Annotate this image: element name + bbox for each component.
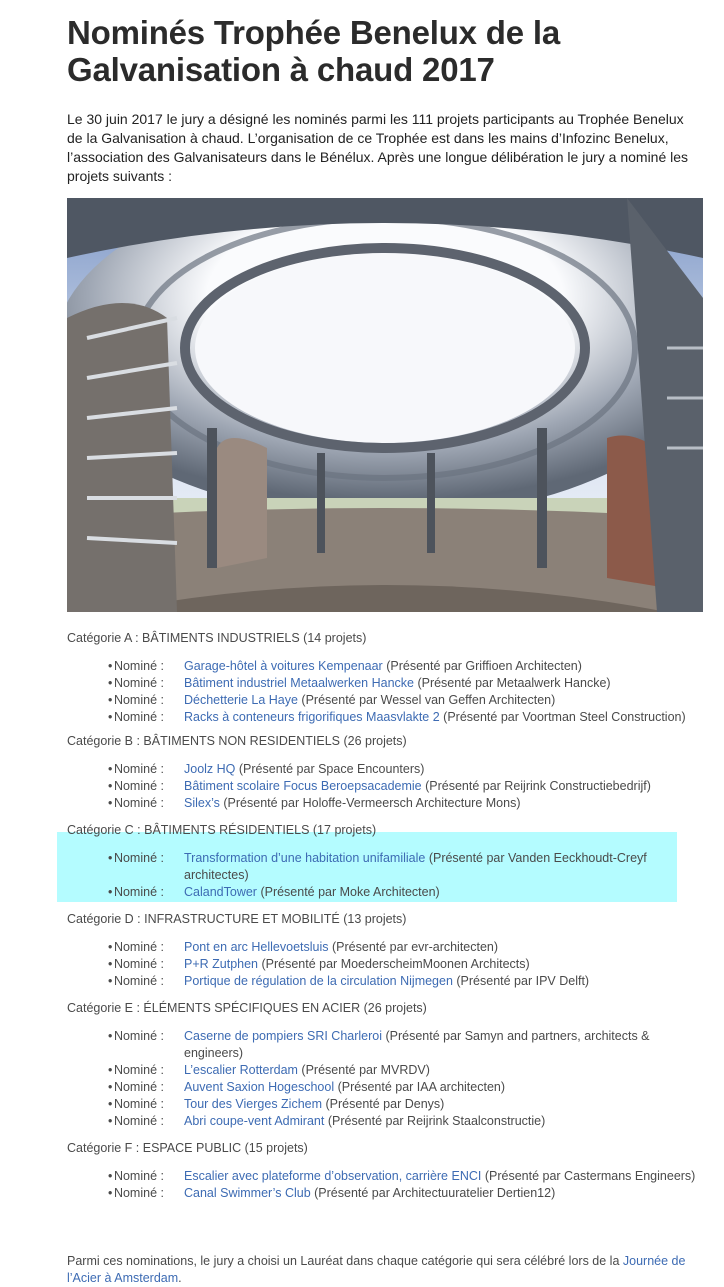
category-title: Catégorie A : BÂTIMENTS INDUSTRIELS (14 projets) xyxy=(67,631,367,645)
nominee-label: Nominé : xyxy=(113,974,164,988)
project-link[interactable]: Canal Swimmer’s Club xyxy=(184,1186,311,1200)
nominee-label: Nominé : xyxy=(113,710,164,724)
category-b xyxy=(67,733,707,812)
category-title: Catégorie D : INFRASTRUCTURE ET MOBILITÉ (13 projets) xyxy=(67,912,407,926)
project-link[interactable]: Pont en arc Hellevoetsluis xyxy=(184,940,329,954)
project-link[interactable]: Abri coupe-vent Admirant xyxy=(184,1114,325,1128)
list-item: • Nominé : Garage-hôtel à voitures Kempenaar (Présenté par Griffioen Architecten) xyxy=(108,659,582,673)
category-title: Catégorie E : ÉLÉMENTS SPÉCIFIQUES EN ACIER (26 projets) xyxy=(67,1001,427,1015)
presenter-text: (Présenté par Griffioen Architecten) xyxy=(382,659,582,673)
presenter-text: (Présenté par MVRDV) xyxy=(297,1063,430,1077)
list-item: • Nominé : Silex’s (Présenté par Holoffe-Vermeersch Architecture Mons) xyxy=(108,796,521,810)
project-link[interactable]: Bâtiment scolaire Focus Beroepsacademie xyxy=(184,779,422,793)
list-item: • Nominé : Joolz HQ (Présenté par Space Encounters) xyxy=(108,762,425,776)
closing-paragraph xyxy=(67,1253,707,1287)
article xyxy=(67,0,707,1285)
nominee-label: Nominé : xyxy=(113,796,164,810)
hero-photo-observation-tower xyxy=(67,198,703,612)
nominee-label: Nominé : xyxy=(113,1029,164,1043)
project-link[interactable]: P+R Zutphen xyxy=(184,957,259,971)
nominee-label: Nominé : xyxy=(113,885,164,899)
nominee-label: Nominé : xyxy=(113,1063,164,1077)
project-link[interactable]: Tour des Vierges Zichem xyxy=(184,1097,323,1111)
presenter-text: (Présenté par MoederscheimMoonen Architects) xyxy=(258,957,530,971)
list-item: • Nominé : Portique de régulation de la circulation Nijmegen (Présenté par IPV Delft) xyxy=(108,974,590,988)
closing-text: Parmi ces nominations, le jury a choisi un Lauréat dans chaque catégorie qui sera célébré lors de la xyxy=(67,1253,623,1268)
project-link[interactable]: L’escalier Rotterdam xyxy=(184,1063,298,1077)
presenter-text: (Présenté par Denys) xyxy=(322,1097,445,1111)
nominee-label: Nominé : xyxy=(113,957,164,971)
list-item: • Nominé : Pont en arc Hellevoetsluis (Présenté par evr-architecten) xyxy=(108,940,499,954)
list-item: • Nominé : Auvent Saxion Hogeschool (Présenté par IAA architecten) xyxy=(108,1080,506,1094)
nominee-label: Nominé : xyxy=(113,1097,164,1111)
presenter-text: (Présenté par Architectuuratelier Dertien12) xyxy=(310,1186,556,1200)
nominee-label: Nominé : xyxy=(113,659,164,673)
nominee-label: Nominé : xyxy=(113,693,164,707)
presenter-text: (Présenté par Holoffe-Vermeersch Architecture Mons) xyxy=(219,796,521,810)
nominee-label: Nominé : xyxy=(113,762,164,776)
project-link[interactable]: CalandTower xyxy=(184,885,257,899)
list-item: • Nominé : Transformation d’une habitation unifamiliale (Présenté par Vanden Eeckhoudt-Creyf architectes) xyxy=(108,851,647,882)
presenter-text: (Présenté par IPV Delft) xyxy=(452,974,590,988)
intro-paragraph: Le 30 juin 2017 le jury a désigné les nominés parmi les 111 projets participants au Trophée Benelux de la Galvanisation à chaud. L’organisation de ce Trophée est dans les mains d’Infozinc Benelux, l’association des Galvanisateurs dans le Bénélux. Après une longue délibération le jury a nominé les projets suivants : xyxy=(67,111,689,184)
project-link[interactable]: Portique de régulation de la circulation Nijmegen xyxy=(184,974,453,988)
list-item: • Nominé : Escalier avec plateforme d’observation, carrière ENCI (Présenté par Castermans Engineers) xyxy=(108,1169,696,1183)
nominee-label: Nominé : xyxy=(113,1114,164,1128)
steel-day-link[interactable]: Journée de l’Acier à Amsterdam xyxy=(67,1253,686,1285)
category-c xyxy=(67,822,707,901)
nominee-label: Nominé : xyxy=(113,1080,164,1094)
presenter-text: (Présenté par Space Encounters) xyxy=(235,762,425,776)
project-link[interactable]: Joolz HQ xyxy=(184,762,236,776)
nominee-label: Nominé : xyxy=(113,779,164,793)
category-title: Catégorie C : BÂTIMENTS RÉSIDENTIELS (17 projets) xyxy=(67,823,377,837)
list-item: • Nominé : Bâtiment industriel Metaalwerken Hancke (Présenté par Metaalwerk Hancke) xyxy=(108,676,611,690)
project-link[interactable]: Auvent Saxion Hogeschool xyxy=(184,1080,335,1094)
list-item: • Nominé : Caserne de pompiers SRI Charleroi (Présenté par Samyn and partners, architects & engineers) xyxy=(108,1029,650,1060)
list-item: • Nominé : Racks à conteneurs frigorifiques Maasvlakte 2 (Présenté par Voortman Steel Construction) xyxy=(108,710,686,724)
presenter-text: (Présenté par Castermans Engineers) xyxy=(481,1169,696,1183)
list-item: • Nominé : Bâtiment scolaire Focus Beroepsacademie (Présenté par Reijrink Constructiebedrijf) xyxy=(108,779,651,793)
project-link[interactable]: Racks à conteneurs frigorifiques Maasvlakte 2 xyxy=(184,710,440,724)
closing-period: . xyxy=(178,1270,182,1285)
list-item: • Nominé : L’escalier Rotterdam (Présenté par MVRDV) xyxy=(108,1063,430,1077)
presenter-text: (Présenté par IAA architecten) xyxy=(334,1080,506,1094)
presenter-text: (Présenté par Moke Architecten) xyxy=(256,885,440,899)
presenter-text: (Présenté par Vanden Eeckhoudt-Creyf architectes) xyxy=(184,851,647,882)
project-link[interactable]: Déchetterie La Haye xyxy=(184,693,298,707)
project-link[interactable]: Transformation d’une habitation unifamiliale xyxy=(184,851,426,865)
nominee-label: Nominé : xyxy=(113,1169,164,1183)
category-f xyxy=(67,1140,707,1202)
nominee-label: Nominé : xyxy=(113,851,164,865)
project-link[interactable]: Escalier avec plateforme d’observation, carrière ENCI xyxy=(184,1169,482,1183)
presenter-text: (Présenté par Voortman Steel Construction) xyxy=(439,710,686,724)
page-title: Nominés Trophée Benelux de la Galvanisation à chaud 2017 xyxy=(67,14,561,88)
category-title: Catégorie F : ESPACE PUBLIC (15 projets) xyxy=(67,1141,308,1155)
presenter-text: (Présenté par Wessel van Geffen Architecten) xyxy=(297,693,556,707)
project-link[interactable]: Caserne de pompiers SRI Charleroi xyxy=(184,1029,383,1043)
nominee-label: Nominé : xyxy=(113,1186,164,1200)
list-item: • Nominé : Déchetterie La Haye (Présenté par Wessel van Geffen Architecten) xyxy=(108,693,556,707)
project-link[interactable]: Silex’s xyxy=(184,796,220,810)
list-item: • Nominé : Canal Swimmer’s Club (Présenté par Architectuuratelier Dertien12) xyxy=(108,1186,556,1200)
presenter-text: (Présenté par Reijrink Constructiebedrijf) xyxy=(421,779,651,793)
list-item: • Nominé : P+R Zutphen (Présenté par MoederscheimMoonen Architects) xyxy=(108,957,530,971)
project-link[interactable]: Garage-hôtel à voitures Kempenaar xyxy=(184,659,383,673)
category-e xyxy=(67,1000,707,1130)
presenter-text: (Présenté par evr-architecten) xyxy=(328,940,499,954)
category-a xyxy=(67,630,707,726)
category-d xyxy=(67,911,707,990)
presenter-text: (Présenté par Reijrink Staalconstructie) xyxy=(324,1114,546,1128)
list-item: • Nominé : Tour des Vierges Zichem (Présenté par Denys) xyxy=(108,1097,445,1111)
list-item: • Nominé : Abri coupe-vent Admirant (Présenté par Reijrink Staalconstructie) xyxy=(108,1114,546,1128)
list-item: • Nominé : CalandTower (Présenté par Moke Architecten) xyxy=(108,885,440,899)
project-link[interactable]: Bâtiment industriel Metaalwerken Hancke xyxy=(184,676,414,690)
presenter-text: (Présenté par Metaalwerk Hancke) xyxy=(413,676,611,690)
category-title: Catégorie B : BÂTIMENTS NON RESIDENTIELS (26 projets) xyxy=(67,734,407,748)
nominees-list xyxy=(67,630,707,1202)
nominee-label: Nominé : xyxy=(113,940,164,954)
nominee-label: Nominé : xyxy=(113,676,164,690)
presenter-text: (Présenté par Samyn and partners, architects & engineers) xyxy=(184,1029,650,1060)
